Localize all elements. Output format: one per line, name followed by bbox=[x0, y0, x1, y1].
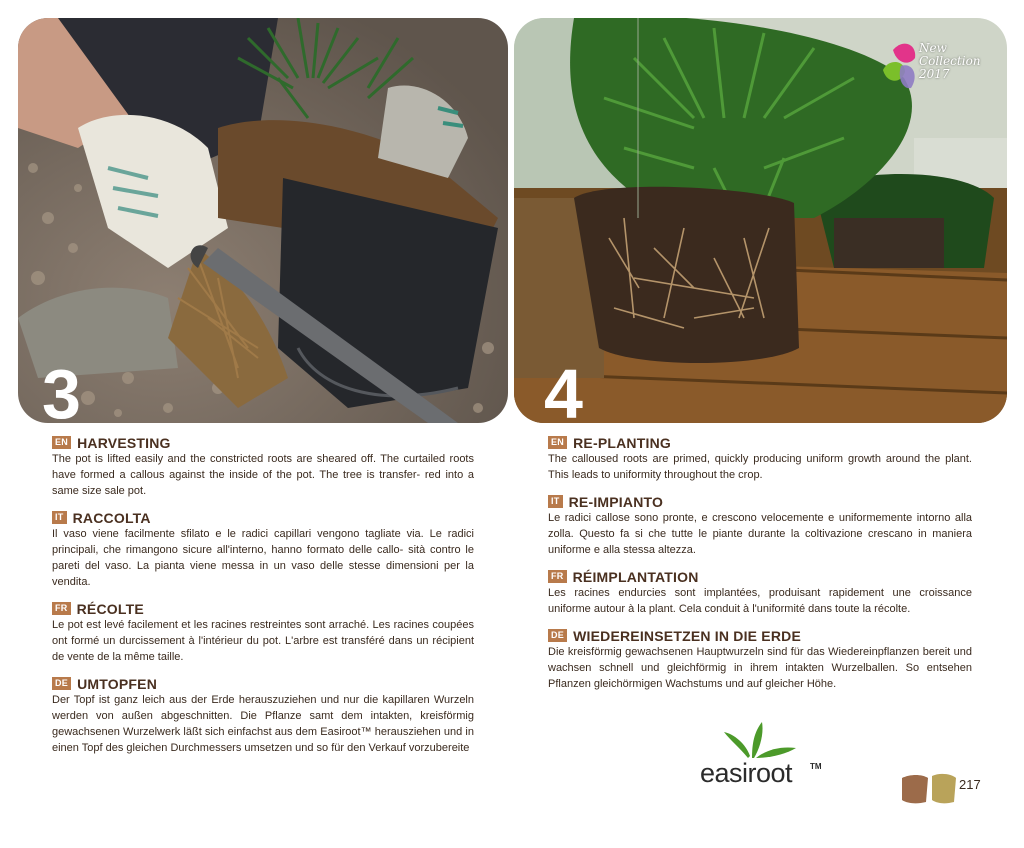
section-harvesting-fr bbox=[52, 600, 474, 665]
lang-badge-en: EN bbox=[548, 436, 567, 449]
step-number-3: 3 bbox=[42, 355, 81, 423]
lang-badge-de: DE bbox=[52, 677, 71, 690]
page-number: 217 bbox=[959, 777, 981, 792]
badge-line-2: Collection bbox=[919, 54, 981, 68]
section-body: The pot is lifted easily and the constricted roots are sheared off. The curtailed roots have formed a callous against the inside of the pot. The tree is transfer- red into a same size sale pot. bbox=[52, 453, 474, 497]
logo-trademark: TM bbox=[810, 762, 822, 771]
lang-badge-de: DE bbox=[548, 629, 567, 642]
badge-label bbox=[919, 42, 981, 81]
section-body: Le radici callose sono pronte, e crescono velocemente e uniformemente intorno alla zolla. Questo fa si che tutte le piante durante la coltivazione crescano in maniera uniforme e alla stessa altezza. bbox=[548, 512, 972, 556]
section-replanting-fr bbox=[548, 568, 972, 617]
section-body: Der Topf ist ganz leich aus der Erde herauszuziehen und nur die kapillaren Wurzeln werden von außen abgeschnitten. Die Pflanze samt dem intakten, kreisförmig gewachsenen Wurzelwerk läßt sich einfachst aus dem Easiroot™ herausziehen und in einen Topf des gleichen Durchmessers umsetzen und so für den Verkauf vorzubereite bbox=[52, 694, 474, 754]
new-collection-badge bbox=[875, 36, 995, 108]
left-text-column bbox=[52, 434, 474, 766]
logo-wordmark: easiroot bbox=[700, 758, 793, 788]
lang-badge-fr: FR bbox=[548, 570, 567, 583]
step-number-4: 4 bbox=[544, 355, 583, 423]
section-title: RE-PLANTING bbox=[573, 434, 671, 451]
page-number-block bbox=[900, 772, 1000, 806]
easiroot-logo bbox=[700, 720, 830, 790]
section-title: RÉIMPLANTATION bbox=[572, 568, 699, 585]
section-harvesting-de bbox=[52, 675, 474, 756]
section-harvesting-it bbox=[52, 509, 474, 590]
lang-badge-it: IT bbox=[548, 495, 563, 508]
photo-harvesting bbox=[18, 18, 508, 423]
section-title: RÉCOLTE bbox=[76, 600, 144, 617]
lang-badge-fr: FR bbox=[52, 602, 71, 615]
section-replanting-de bbox=[548, 627, 972, 692]
section-title: HARVESTING bbox=[77, 434, 171, 451]
badge-line-3: 2017 bbox=[919, 67, 950, 81]
lang-badge-en: EN bbox=[52, 436, 71, 449]
photo-harvesting-illustration bbox=[18, 18, 508, 423]
section-body: Le pot est levé facilement et les racines restreintes sont arraché. Les racines coupées ont formé un durcissement à l'intérieur du pot. L'arbre est transféré dans un récipient de vente de la même taille. bbox=[52, 619, 474, 663]
section-body: Il vaso viene facilmente sfilato e le radici capillari vengono tagliate via. Le radici principali, che rimangono sicure all'interno, hanno formato delle callo- sità contro le pareti del vaso. La pianta viene messa in un vaso delle stesse dimensioni per la vendita. bbox=[52, 528, 474, 588]
leaf-logo-icon bbox=[700, 720, 830, 760]
photo-replanting bbox=[514, 18, 1007, 423]
lang-badge-it: IT bbox=[52, 511, 67, 524]
section-title: WIEDEREINSETZEN IN DIE ERDE bbox=[573, 627, 801, 644]
section-replanting-it bbox=[548, 493, 972, 558]
section-title: RACCOLTA bbox=[72, 509, 151, 526]
badge-line-1: New bbox=[919, 41, 947, 55]
section-body: Les racines endurcies sont implantées, produisant rapidement une croissance uniforme autour à la plant. Cela conduit à l'uniformité dans toute la récolte. bbox=[548, 587, 972, 615]
section-replanting-en bbox=[548, 434, 972, 483]
section-harvesting-en bbox=[52, 434, 474, 499]
section-body: Die kreisförmig gewachsenen Hauptwurzeln sind für das Wiedereinpflanzen bereit und wachsen schnell und gleichförmig in ihrem intakten Wurzelballen. So entsehen Pflanzen gleichörmigen Wachstums und auf gleicher Höhe. bbox=[548, 646, 972, 690]
page-tile-icon bbox=[900, 772, 958, 806]
section-title: RE-IMPIANTO bbox=[568, 493, 664, 510]
right-text-column bbox=[548, 434, 972, 702]
section-title: UMTOPFEN bbox=[77, 675, 158, 692]
section-body: The calloused roots are primed, quickly producing uniform growth around the plant. This leads to uniformity throughout the crop. bbox=[548, 453, 972, 481]
